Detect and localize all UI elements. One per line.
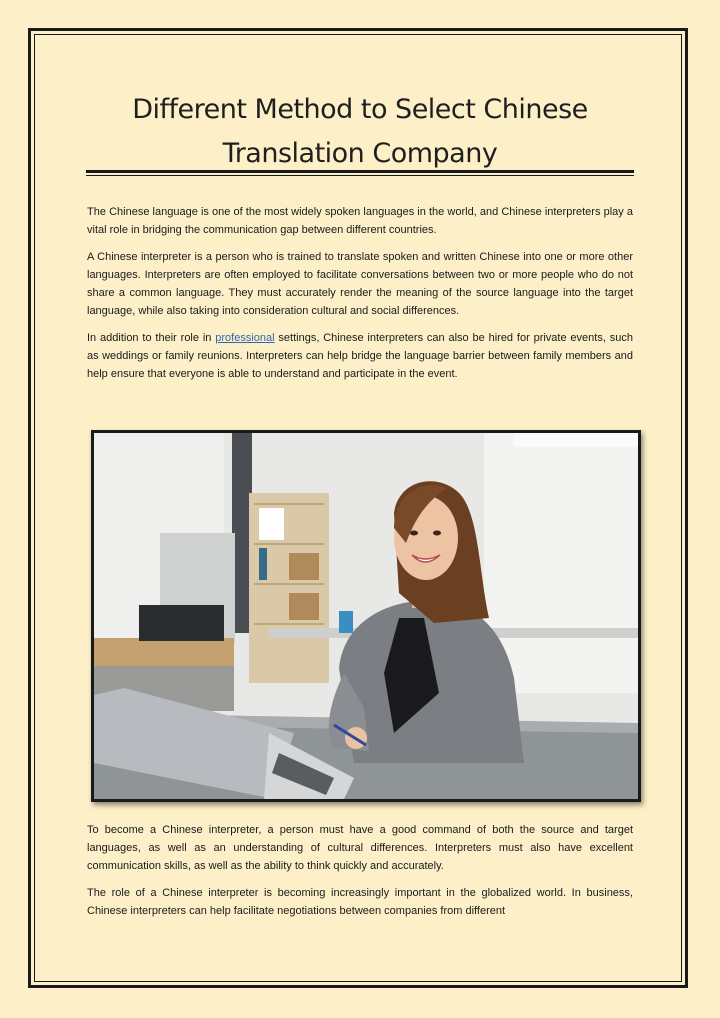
paragraph-5: The role of a Chinese interpreter is becoming increasingly important in the globalized world. In business, Chinese interpreters can help facilitate negotiations between companies from different — [87, 887, 633, 917]
paragraph-2: A Chinese interpreter is a person who is trained to translate spoken and written Chinese into one or more other languages. Interpreters are often employed to facilitate conversations between two or more people who do not share a common language. They must accurately render the meaning of the source language into the target language, while also taking into consideration cultural and social differences. — [87, 251, 633, 317]
paragraph-3-end: settings, Chinese interpreters can also be hired for private events, such as weddings or family reunions. Interpreters can help bridge the language barrier between family members and help ensure that everyone is able to understand and participate in the event. — [87, 332, 633, 380]
photo-illustration — [94, 433, 638, 799]
paragraph-3-start: In addition to their role in — [87, 332, 216, 344]
document-title — [86, 88, 634, 176]
title-line-1: Different Method to Select Chinese — [132, 94, 588, 125]
title-underline-thick — [86, 170, 634, 173]
title-line-2: Translation Company — [222, 138, 498, 169]
paragraph-3 — [87, 329, 633, 383]
title-underline-thin — [86, 175, 634, 176]
office-photo — [91, 430, 641, 802]
paragraph-4: To become a Chinese interpreter, a person must have a good command of both the source and target languages, as well as an understanding of cultural differences. Interpreters must also have excellent communication skills, as well as the ability to think quickly and accurately. — [87, 824, 633, 872]
body-text-bottom — [87, 821, 633, 929]
paragraph-1: The Chinese language is one of the most widely spoken languages in the world, and Chinese interpreters play a vital role in bridging the communication gap between different countries. — [87, 206, 633, 236]
professional-link[interactable]: professional — [215, 332, 275, 344]
body-text-top — [87, 203, 633, 392]
